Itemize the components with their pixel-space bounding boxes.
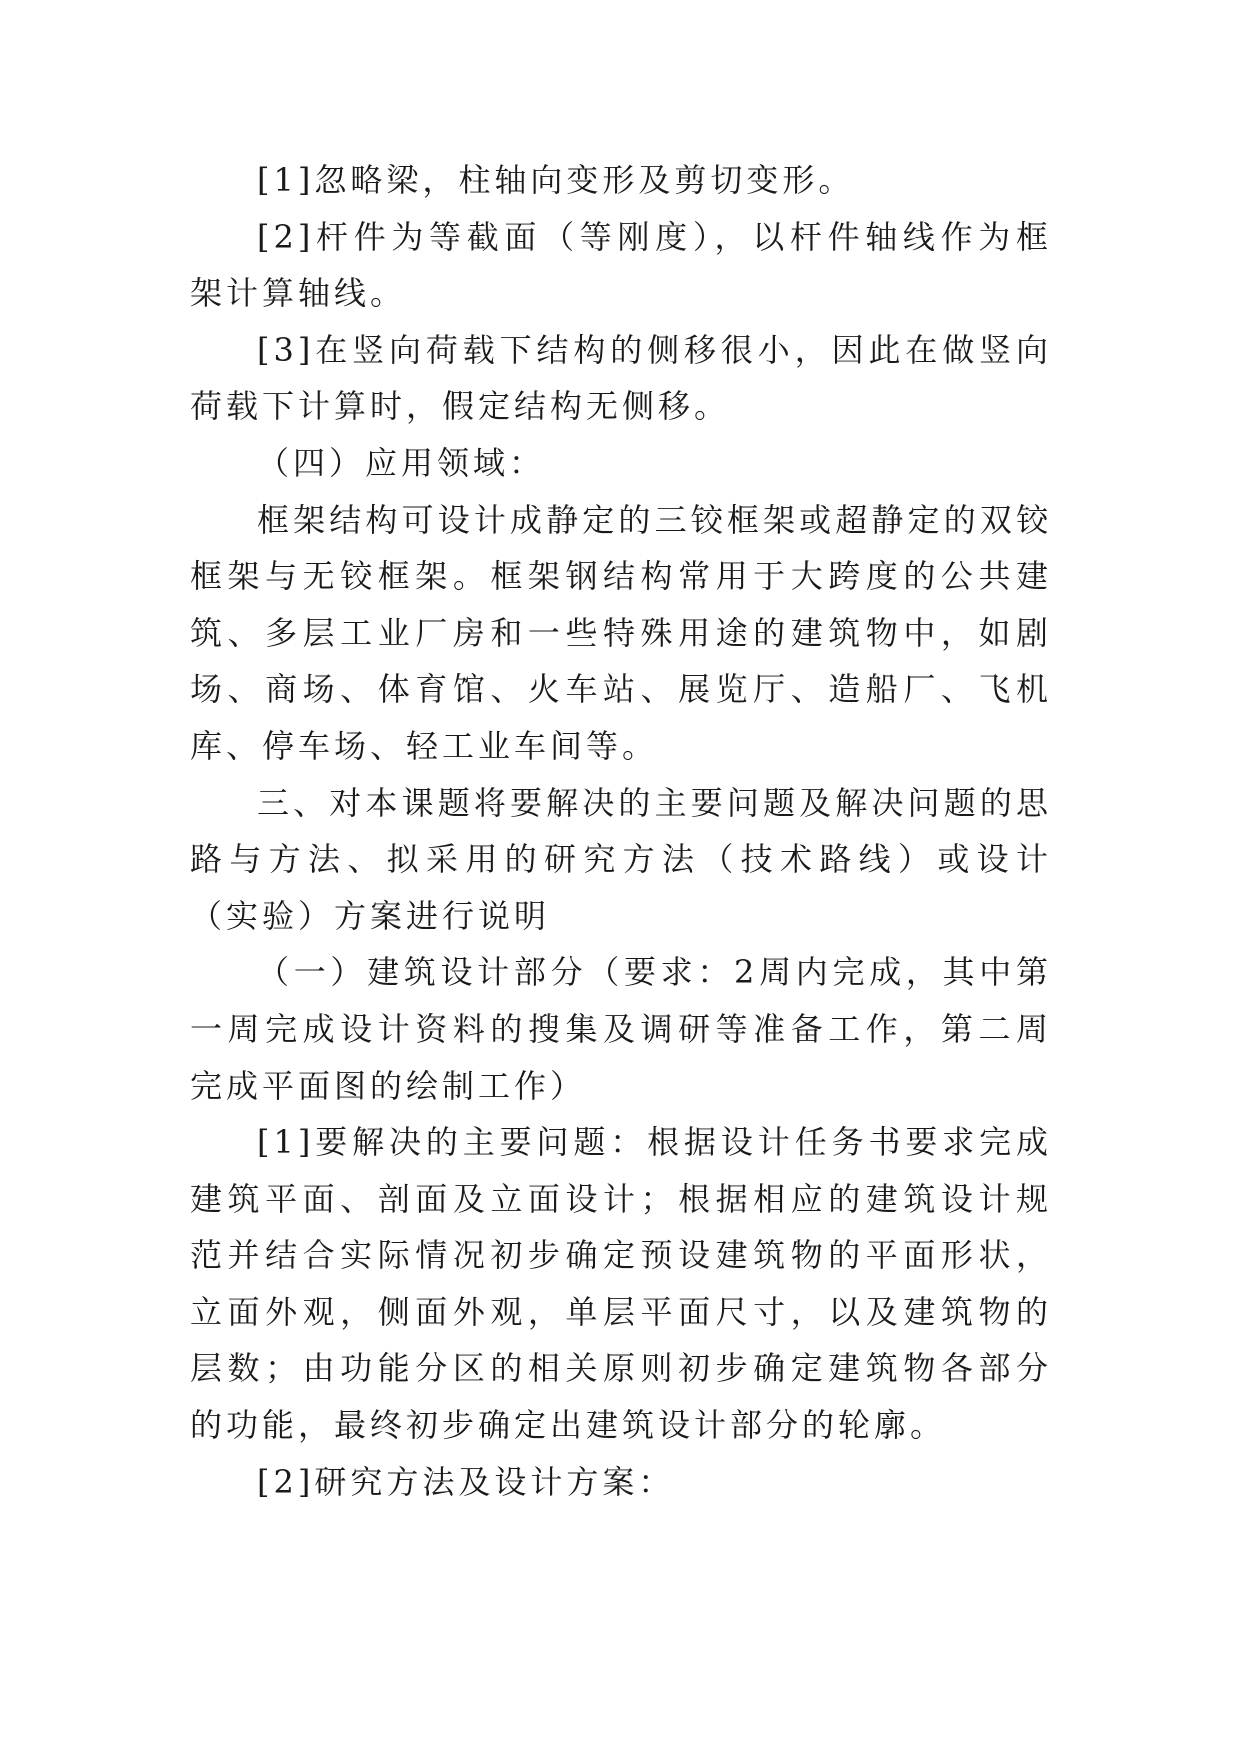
paragraph-assumption-1: [1]忽略梁，柱轴向变形及剪切变形。 bbox=[257, 161, 855, 199]
paragraph-assumption-2: [2]杆件为等截面（等刚度），以杆件轴线作为框架计算轴线。 bbox=[190, 217, 1052, 313]
document-body bbox=[190, 152, 1052, 1510]
paragraph-assumption-3: [3]在竖向荷载下结构的侧移很小，因此在做竖向荷载下计算时，假定结构无侧移。 bbox=[190, 330, 1052, 426]
heading-application-field: （四）应用领域： bbox=[257, 443, 546, 482]
heading-architectural-design: （一）建筑设计部分（要求：2周内完成，其中第一周完成设计资料的搜集及调研等准备工作，第二周完成平面图的绘制工作） bbox=[190, 953, 1052, 1105]
heading-section-three: 三、对本课题将要解决的主要问题及解决问题的思路与方法、拟采用的研究方法（技术路线）或设计（实验）方案进行说明 bbox=[190, 783, 1052, 935]
paragraph-main-problems: [1]要解决的主要问题：根据设计任务书要求完成建筑平面、剖面及立面设计；根据相应的建筑设计规范并结合实际情况初步确定预设建筑物的平面形状，立面外观，侧面外观，单层平面尺寸，以及建筑物的层数；由功能分区的相关原则初步确定建筑物各部分的功能，最终初步确定出建筑设计部分的轮廓。 bbox=[190, 1123, 1052, 1445]
paragraph-research-methods: [2]研究方法及设计方案： bbox=[257, 1462, 675, 1501]
paragraph-application-field: 框架结构可设计成静定的三铰框架或超静定的双铰框架与无铰框架。框架钢结构常用于大跨度的公共建筑、多层工业厂房和一些特殊用途的建筑物中，如剧场、商场、体育馆、火车站、展览厅、造船厂、飞机库、停车场、轻工业车间等。 bbox=[190, 500, 1052, 765]
